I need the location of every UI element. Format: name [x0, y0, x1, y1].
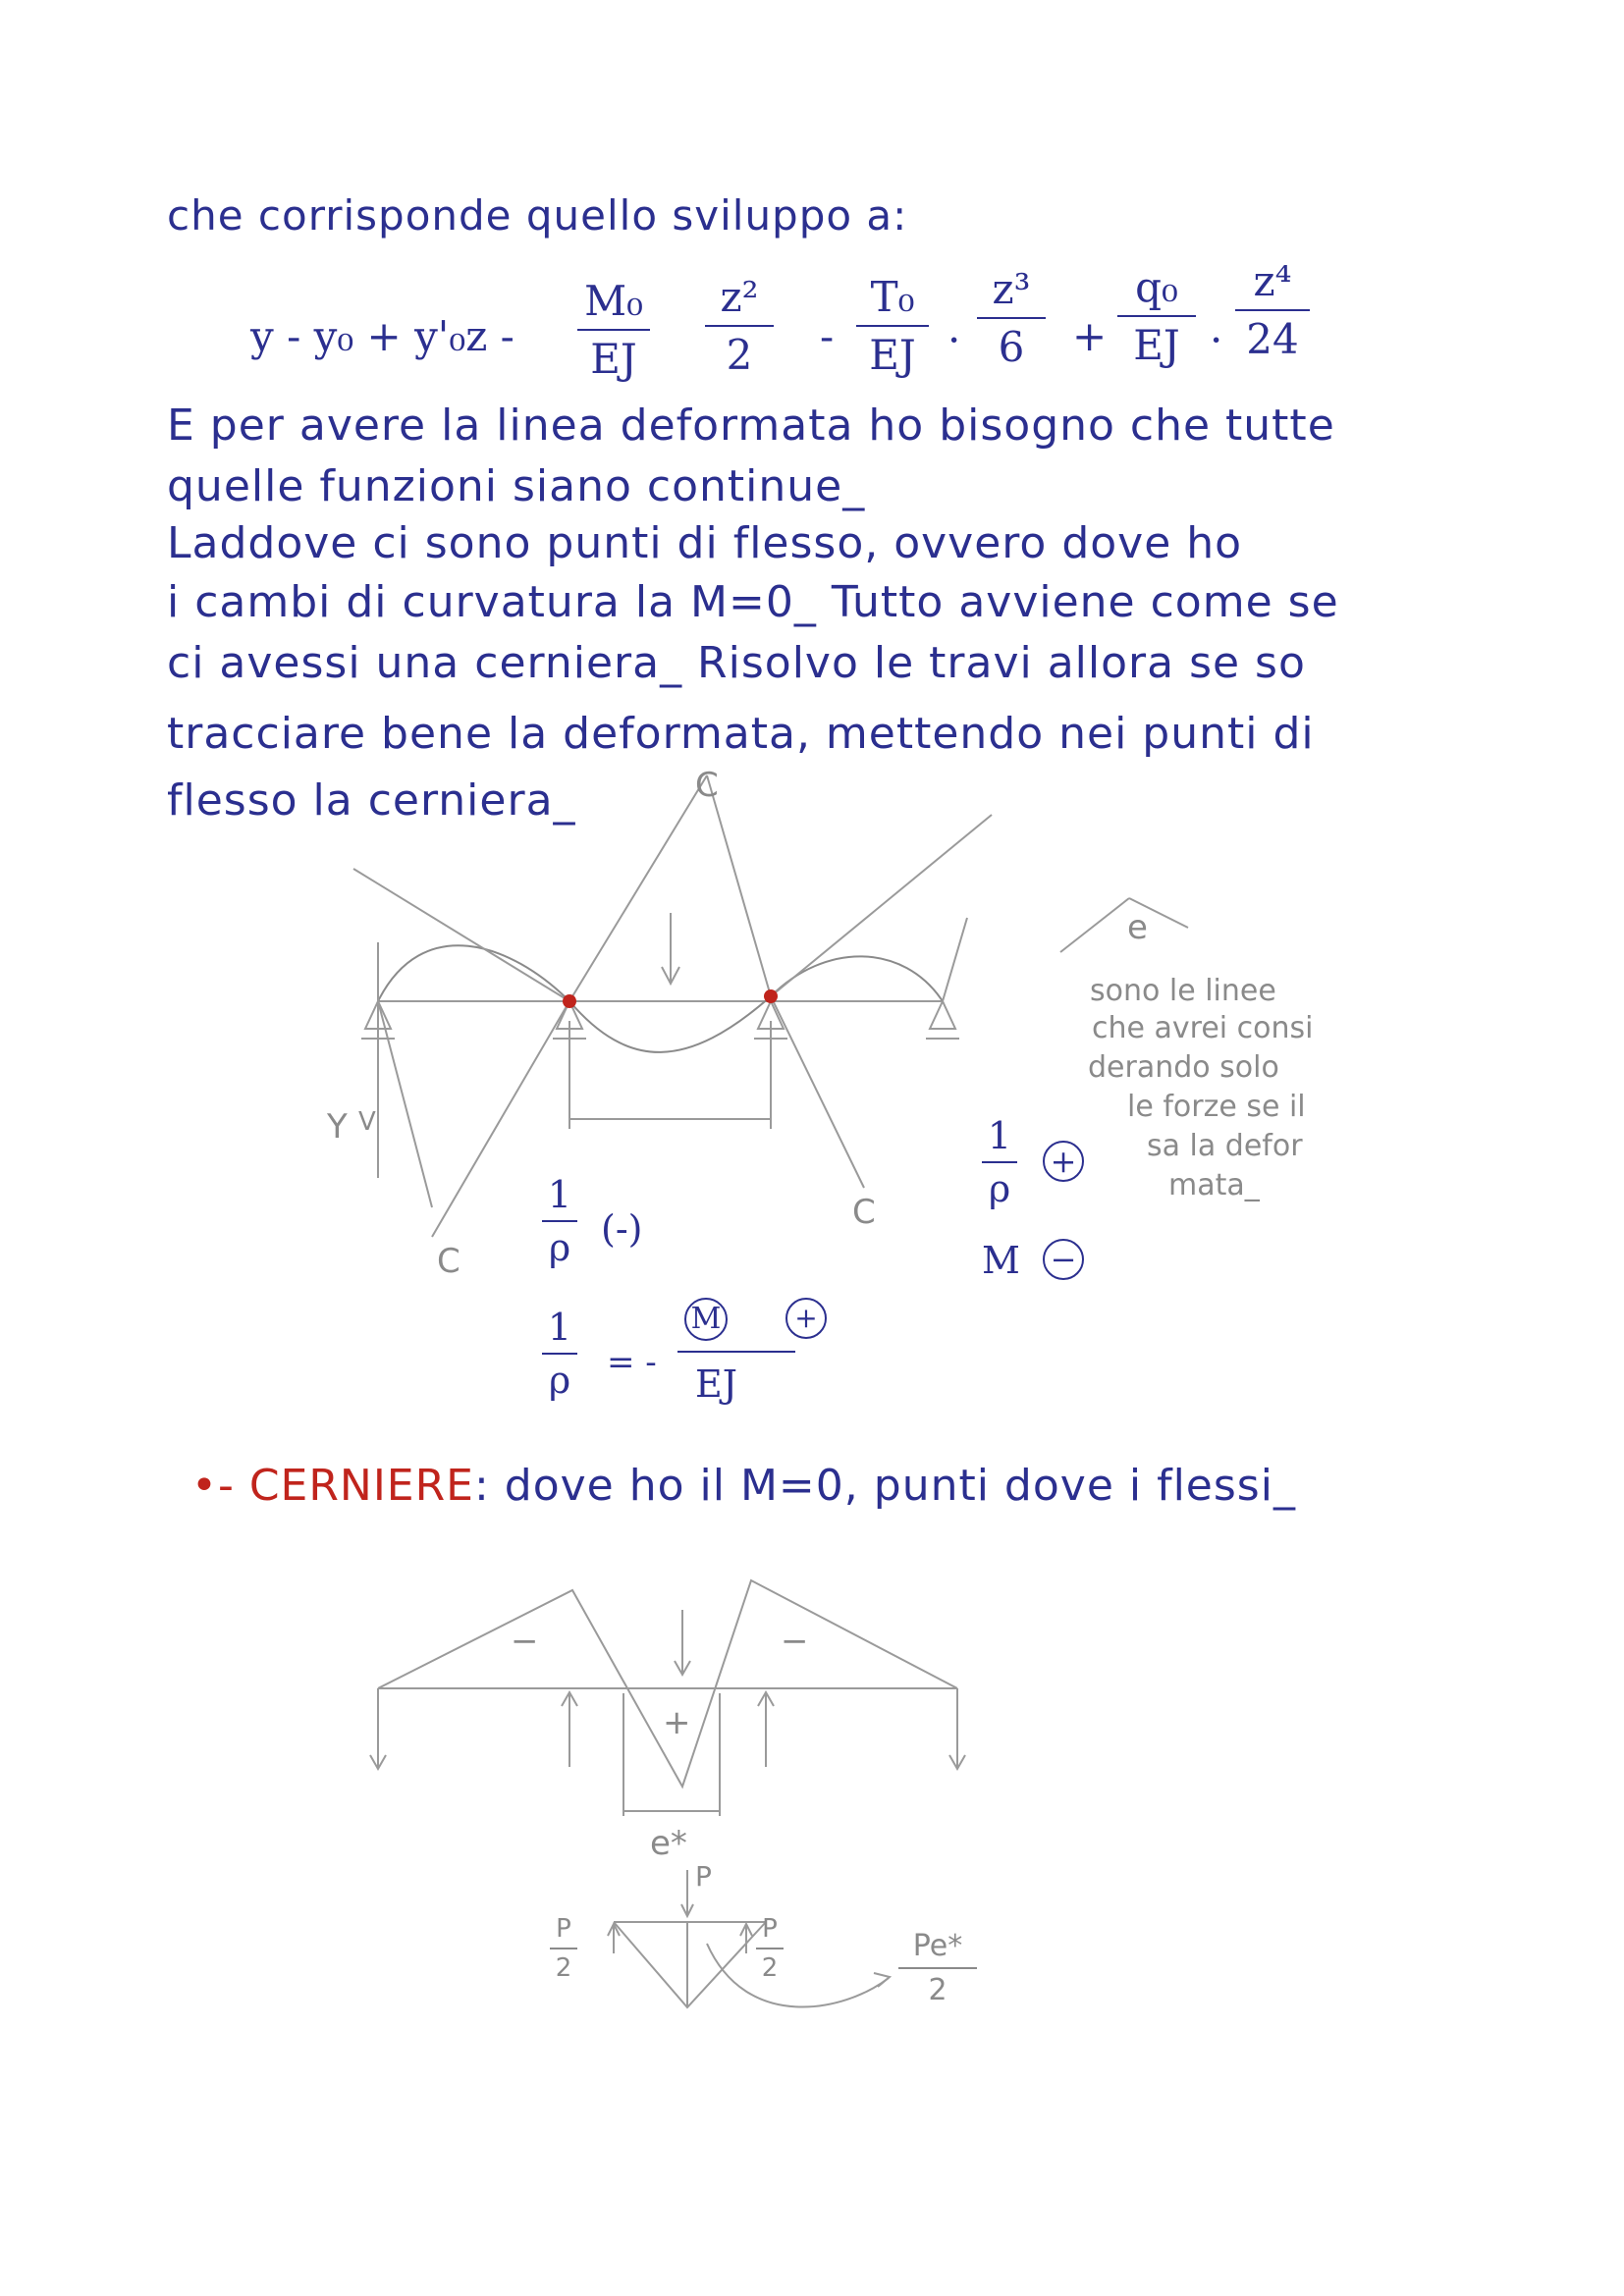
text-line-8: flesso la cerniera_ — [167, 775, 576, 826]
formula-term-5: q₀ EJ — [1117, 263, 1196, 369]
text-line-6: ci avessi una cerniera_ Risolvo le travi allora se so — [167, 638, 1306, 688]
moment-minus-right: − — [781, 1622, 809, 1661]
formula-lhs: y - y₀ + y'₀z - — [250, 312, 514, 360]
reaction-left: P 2 — [550, 1914, 577, 1983]
formula-term-4: z³ 6 — [977, 265, 1046, 371]
reaction-right: P 2 — [756, 1914, 784, 1983]
formula-plus: + — [1072, 312, 1108, 360]
moment-sign: − — [1043, 1239, 1084, 1280]
note-line-3: derando solo — [1088, 1050, 1279, 1085]
label-c-right: C — [852, 1193, 876, 1232]
moment-pe-star: Pe* 2 — [898, 1929, 977, 2007]
note-line-4: le forze se il — [1127, 1090, 1306, 1124]
e-star-label: e* — [650, 1824, 687, 1863]
note-line-6: mata_ — [1168, 1168, 1260, 1202]
load-p-label: P — [695, 1860, 712, 1893]
formula-term-6: z⁴ 24 — [1235, 257, 1310, 363]
curvature-right-sign: + — [1043, 1141, 1084, 1182]
moment-plus-center: + — [663, 1703, 691, 1742]
text-line-4: Laddove ci sono punti di flesso, ovvero dove ho — [167, 518, 1243, 568]
text-line-5: i cambi di curvatura la M=0_ Tutto avviene come se — [167, 577, 1339, 627]
formula-dot-2: · — [1210, 316, 1223, 364]
text-line-2: E per avere la linea deformata ho bisogno che tutte — [167, 400, 1335, 451]
formula-term-3: T₀ EJ — [856, 273, 929, 379]
label-v: V — [358, 1107, 376, 1137]
formula-minus: - — [820, 312, 835, 360]
text-line-1: che corrisponde quello sviluppo a: — [167, 191, 908, 240]
curvature-equation-mid: = - — [607, 1343, 657, 1382]
label-e: e — [1127, 908, 1148, 947]
curvature-equation-m: M — [684, 1298, 728, 1341]
formula-dot-1: · — [947, 316, 961, 364]
curvature-right: 1 ρ — [982, 1114, 1017, 1210]
moment-label: M — [982, 1239, 1020, 1282]
curvature-left: 1 ρ — [542, 1173, 577, 1269]
curvature-equation-plus: + — [785, 1298, 827, 1339]
cerniere-bullet: • — [191, 1461, 218, 1511]
cerniere-text: : dove ho il M=0, punti dove i flessi_ — [473, 1461, 1296, 1511]
formula-term-2: z² 2 — [705, 273, 774, 379]
text-line-3: quelle funzioni siano continue_ — [167, 461, 866, 511]
label-y: Y — [327, 1107, 348, 1147]
text-line-7: tracciare bene la deformata, mettendo nei punti di — [167, 709, 1315, 759]
formula-term-1: M₀ EJ — [577, 277, 650, 383]
note-line-5: sa la defor — [1147, 1129, 1303, 1163]
note-line-1: sono le linee — [1090, 974, 1276, 1008]
curvature-equation-lhs: 1 ρ — [542, 1306, 577, 1402]
moment-minus-left: − — [511, 1622, 539, 1661]
curvature-equation-ej: EJ — [695, 1362, 737, 1406]
label-c-top: C — [695, 766, 719, 805]
note-line-2: che avrei consi — [1092, 1011, 1314, 1045]
curvature-left-sign: (-) — [601, 1207, 643, 1251]
cerniere-label: - CERNIERE — [217, 1461, 474, 1511]
label-c-left: C — [437, 1242, 460, 1281]
